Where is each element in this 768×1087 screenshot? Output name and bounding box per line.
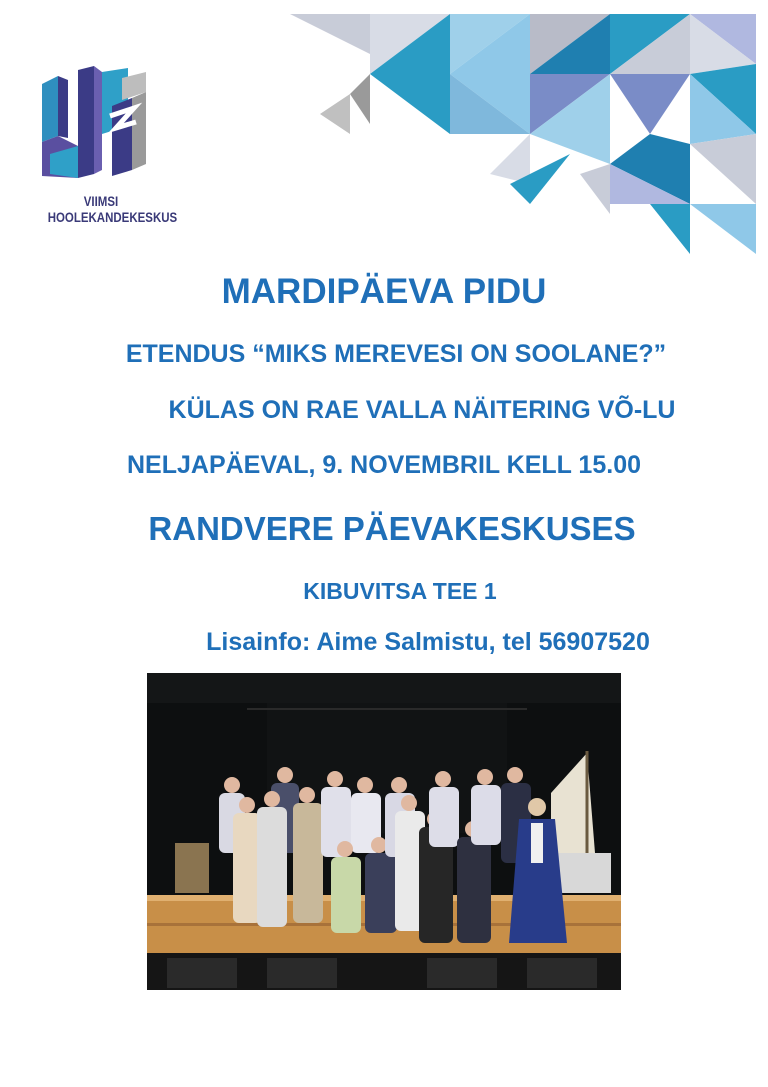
event-address: KIBUVITSA TEE 1 bbox=[303, 578, 497, 604]
group-photo bbox=[147, 673, 621, 990]
event-datetime: NELJAPÄEVAL, 9. NOVEMBRIL KELL 15.00 bbox=[126, 451, 641, 479]
show-title: ETENDUS “MIKS MEREVESI ON SOOLANE?” bbox=[125, 340, 667, 368]
event-venue: RANDVERE PÄEVAKESKUSES bbox=[148, 510, 636, 547]
guest-group: KÜLAS ON RAE VALLA NÄITERING VÕ-LU bbox=[168, 396, 676, 424]
event-title: MARDIPÄEVA PIDU bbox=[221, 272, 547, 311]
logo-text-line2: HOOLEKANDEKESKUS bbox=[47, 209, 178, 225]
contact-info: Lisainfo: Aime Salmistu, tel 56907520 bbox=[206, 628, 650, 656]
logo-mark-icon bbox=[36, 66, 166, 191]
logo-text-line1: VIIMSI bbox=[83, 193, 119, 209]
organization-logo bbox=[36, 66, 178, 241]
triangle-decoration bbox=[290, 14, 756, 254]
